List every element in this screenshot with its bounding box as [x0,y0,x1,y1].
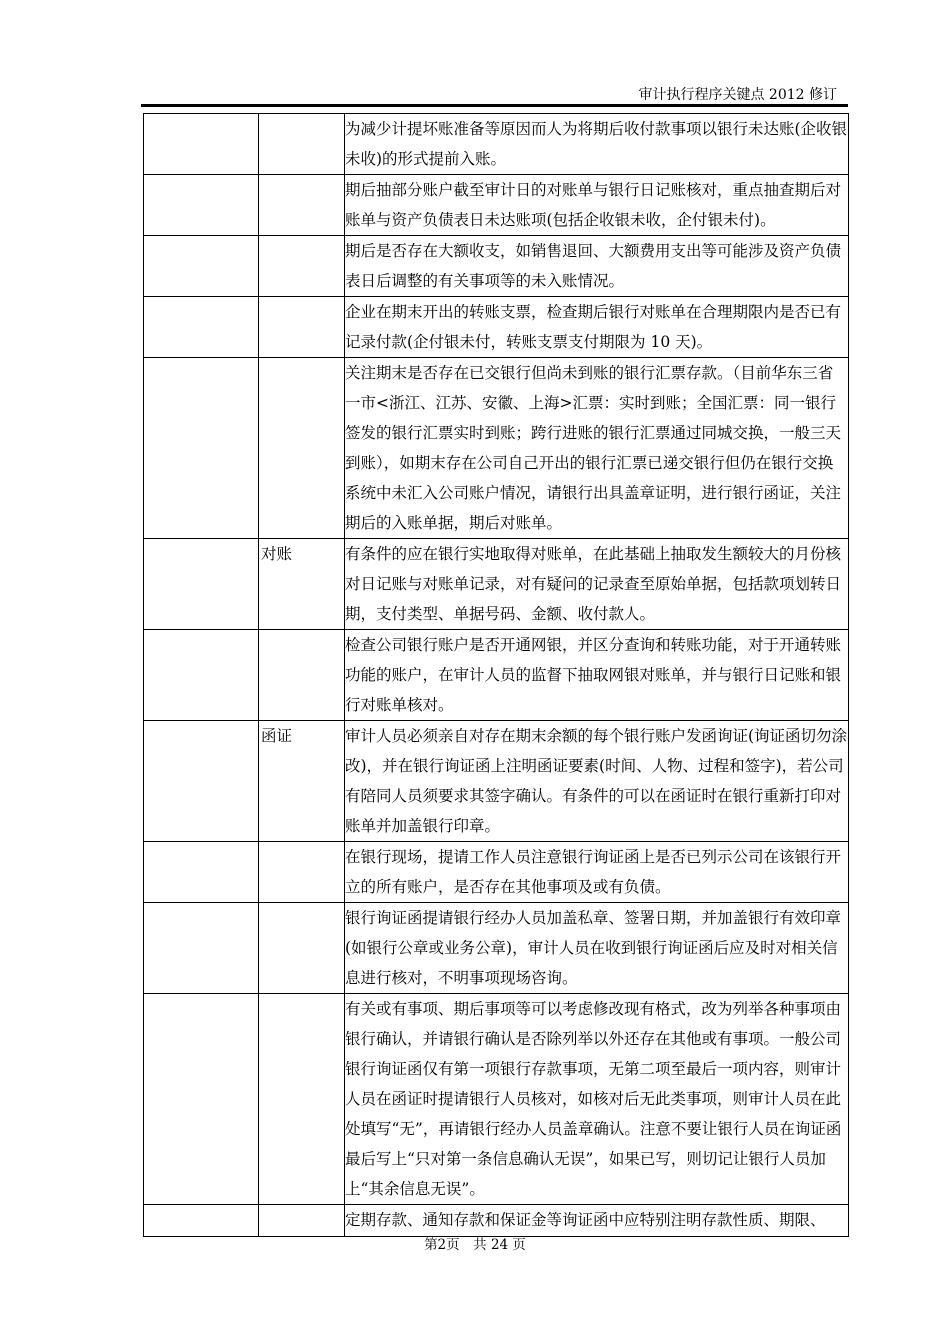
table-row [144,539,849,630]
table-row [144,721,849,842]
table-row [144,994,849,1205]
header-rule [141,104,848,107]
category-cell [144,175,259,236]
audit-procedure-table [143,113,849,1237]
category-cell [144,842,259,903]
procedure-cell: 定期存款、通知存款和保证金等询证函中应特别注明存款性质、期限、 [345,1205,849,1237]
procedure-cell: 关注期末是否存在已交银行但尚未到账的银行汇票存款。（目前华东三省一市<浙江、江苏、安徽、上海>汇票：实时到账；全国汇票：同一银行签发的银行汇票实时到账；跨行进账的银行汇票通过同城交换，一般三天到账），如期末存在公司自己开出的银行汇票已递交银行但仍在银行交换系统中未汇入公司账户情况，请银行出具盖章证明，进行银行函证，关注期后的入账单据，期后对账单。 [345,358,849,539]
page-footer [0,1236,950,1254]
procedure-cell: 期后抽部分账户截至审计日的对账单与银行日记账核对，重点抽查期后对账单与资产负债表日未达账项(包括企收银未收，企付银未付)。 [345,175,849,236]
table-row [144,175,849,236]
subcategory-cell [259,358,345,539]
subcategory-cell [259,903,345,994]
table-row [144,236,849,297]
category-cell [144,114,259,175]
table-row [144,903,849,994]
procedure-cell: 在银行现场，提请工作人员注意银行询证函上是否已列示公司在该银行开立的所有账户，是否存在其他事项及或有负债。 [345,842,849,903]
category-cell [144,994,259,1205]
table-row [144,297,849,358]
procedure-cell: 期后是否存在大额收支，如销售退回、大额费用支出等可能涉及资产负债表日后调整的有关事项等的未入账情况。 [345,236,849,297]
procedure-cell: 有关或有事项、期后事项等可以考虑修改现有格式，改为列举各种事项由银行确认，并请银行确认是否除列举以外还存在其他或有事项。一般公司银行询证函仅有第一项银行存款事项，无第二项至最后一项内容，则审计人员在函证时提请银行人员核对，如核对后无此类事项，则审计人员在此处填写“无”，再请银行经办人员盖章确认。注意不要让银行人员在询证函最后写上“只对第一条信息确认无误”，如果已写，则切记让银行人员加上“其余信息无误”。 [345,994,849,1205]
category-cell [144,539,259,630]
procedure-cell: 审计人员必须亲自对存在期末余额的每个银行账户发函询证(询证函切勿涂改)，并在银行询证函上注明函证要素(时间、人物、过程和签字)，若公司有陪同人员须要求其签字确认。有条件的可以在函证时在银行重新打印对账单并加盖银行印章。 [345,721,849,842]
category-cell [144,297,259,358]
table-row [144,358,849,539]
category-cell [144,721,259,842]
subcategory-cell [259,236,345,297]
subcategory-cell [259,721,345,842]
procedure-cell: 为减少计提坏账准备等原因而人为将期后收付款事项以银行未达账(企收银未收)的形式提前入账。 [345,114,849,175]
subcategory-cell [259,630,345,721]
category-cell [144,630,259,721]
procedure-cell: 银行询证函提请银行经办人员加盖私章、签署日期，并加盖银行有效印章(如银行公章或业务公章)，审计人员在收到银行询证函后应及时对相关信息进行核对，不明事项现场咨询。 [345,903,849,994]
table-row [144,630,849,721]
category-cell [144,236,259,297]
subcategory-cell [259,1205,345,1237]
subcategory-cell [259,175,345,236]
category-cell [144,1205,259,1237]
subcategory-cell [259,994,345,1205]
table-row [144,1205,849,1237]
procedure-cell: 企业在期末开出的转账支票，检查期后银行对账单在合理期限内是否已有记录付款(企付银未付，转账支票支付期限为 10 天)。 [345,297,849,358]
page-number: 第2页 共 24 页 [424,1237,526,1253]
procedure-cell: 检查公司银行账户是否开通网银，并区分查询和转账功能，对于开通转账功能的账户，在审计人员的监督下抽取网银对账单，并与银行日记账和银行对账单核对。 [345,630,849,721]
table-row [144,114,849,175]
subcategory-cell [259,539,345,630]
header-title: 审计执行程序关键点 2012 修订 [638,87,837,103]
subcategory-cell [259,842,345,903]
category-cell [144,903,259,994]
table-row [144,842,849,903]
category-cell [144,358,259,539]
subcategory-cell [259,297,345,358]
subcategory-cell [259,114,345,175]
page-header [141,86,847,104]
subcategory-label: 对账 [261,545,293,563]
subcategory-label: 函证 [261,727,293,745]
procedure-cell: 有条件的应在银行实地取得对账单，在此基础上抽取发生额较大的月份核对日记账与对账单记录，对有疑问的记录查至原始单据，包括款项划转日期，支付类型、单据号码、金额、收付款人。 [345,539,849,630]
